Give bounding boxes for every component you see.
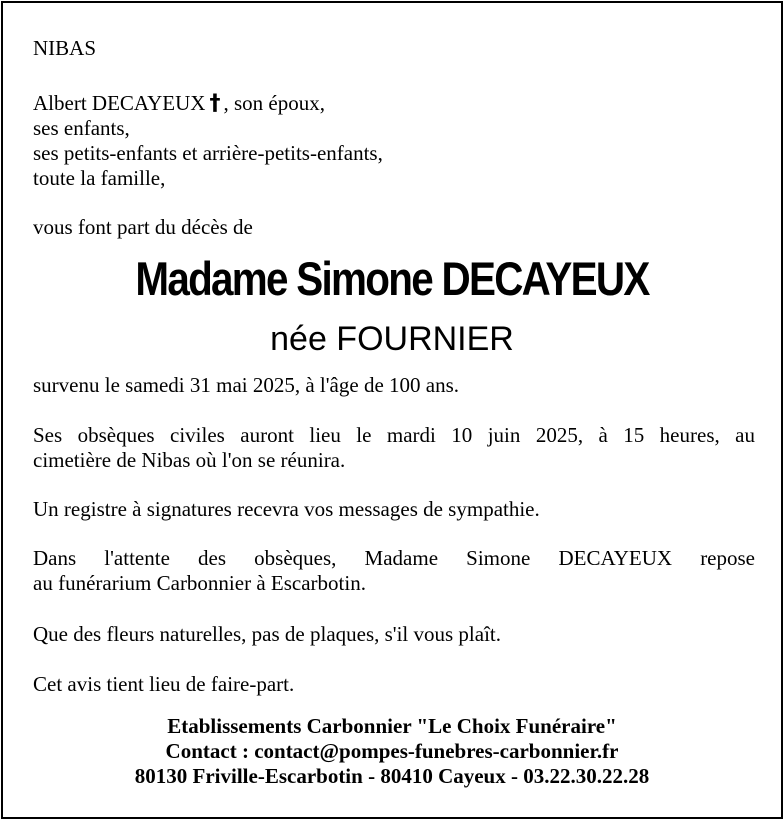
announcement-intro: vous font part du décès de xyxy=(33,215,253,239)
spouse-relation: , son époux, xyxy=(223,91,325,115)
funeral-line-2: cimetière de Nibas où l'on se réunira. xyxy=(33,448,346,472)
undertaker-name: Etablissements Carbonnier "Le Choix Funéraire" xyxy=(167,714,617,738)
deceased-name: Madame Simone DECAYEUX xyxy=(135,252,649,305)
cross-icon: † xyxy=(209,91,221,116)
village-name: NIBAS xyxy=(33,36,97,60)
spouse-name: Albert DECAYEUX xyxy=(33,91,206,115)
family-line-family: toute la famille, xyxy=(33,166,166,190)
rest-paragraph xyxy=(33,546,755,596)
flowers-line: Que des fleurs naturelles, pas de plaques, s'il vous plaît. xyxy=(33,622,502,646)
death-date-line: survenu le samedi 31 mai 2025, à l'âge de 100 ans. xyxy=(33,373,460,397)
family-line-children: ses enfants, xyxy=(33,116,130,140)
undertaker-address: 80130 Friville-Escarbotin - 80410 Cayeux - 03.22.30.22.28 xyxy=(134,764,650,788)
maiden-name: née FOURNIER xyxy=(270,320,514,358)
undertaker-contact: Contact : contact@pompes-funebres-carbonnier.fr xyxy=(165,739,619,763)
funeral-paragraph xyxy=(33,423,755,473)
spouse-line xyxy=(33,91,325,116)
notice-line: Cet avis tient lieu de faire-part. xyxy=(33,672,295,696)
rest-line-1: Dans l'attente des obsèques, Madame Simone DECAYEUX repose xyxy=(33,546,755,570)
registry-line: Un registre à signatures recevra vos messages de sympathie. xyxy=(33,497,540,521)
obituary-notice xyxy=(1,1,783,819)
rest-line-2: au funérarium Carbonnier à Escarbotin. xyxy=(33,571,366,595)
funeral-line-1: Ses obsèques civiles auront lieu le mardi 10 juin 2025, à 15 heures, au xyxy=(33,423,755,447)
family-line-grandchildren: ses petits-enfants et arrière-petits-enfants, xyxy=(33,141,383,165)
